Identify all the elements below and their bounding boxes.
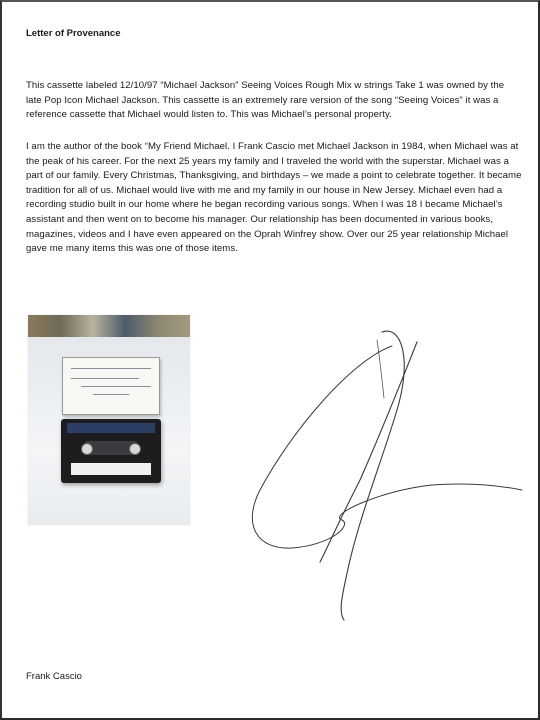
cassette-brand-label	[67, 423, 155, 433]
paragraph-cassette-description: This cassette labeled 12/10/97 “Michael Jackson” Seeing Voices Rough Mix w strings Take 1 was owned by the late Pop Icon Michael Jackson. This cassette is an extremely rare version of the song “Seeing Voices” it was a reference cassette that Michael would listen to. This was Michael’s personal property.	[26, 80, 505, 121]
signature-image	[232, 320, 532, 630]
document-title: Letter of Provenance	[26, 28, 121, 39]
cassette-reel-left	[81, 443, 93, 455]
paragraph-author-background: I am the author of the book “My Friend Michael. I Frank Cascio met Michael Jackson in 1984, when Michael was at the peak of his career. For the next 25 years my family and I traveled the world with the superstar. Michael was a part of our family. Every Christmas, Thanksgiving, and birthdays – we made a point to celebrate together. It became tradition for all of us. Michael would live with me and my family in our house in New Jersey. Michael even had a recording studio built in our home where he began recording various songs. When I was 18 I became Michael’s assistant and then went on to become his manager. Our relationship has been documented in various books, magazines, videos and I have even appeared on the Oprah Winfrey show. Over our 25 year relationship Michael gave me many items this was one of those items.	[26, 141, 522, 255]
photo-background-strip	[28, 315, 190, 337]
signer-name: Frank Cascio	[26, 671, 82, 682]
cassette-reel-right	[129, 443, 141, 455]
cassette-handwritten-label	[71, 463, 151, 475]
cassette-case-jcard	[62, 357, 160, 415]
cassette-photo	[28, 315, 190, 525]
cassette-tape	[61, 419, 161, 483]
